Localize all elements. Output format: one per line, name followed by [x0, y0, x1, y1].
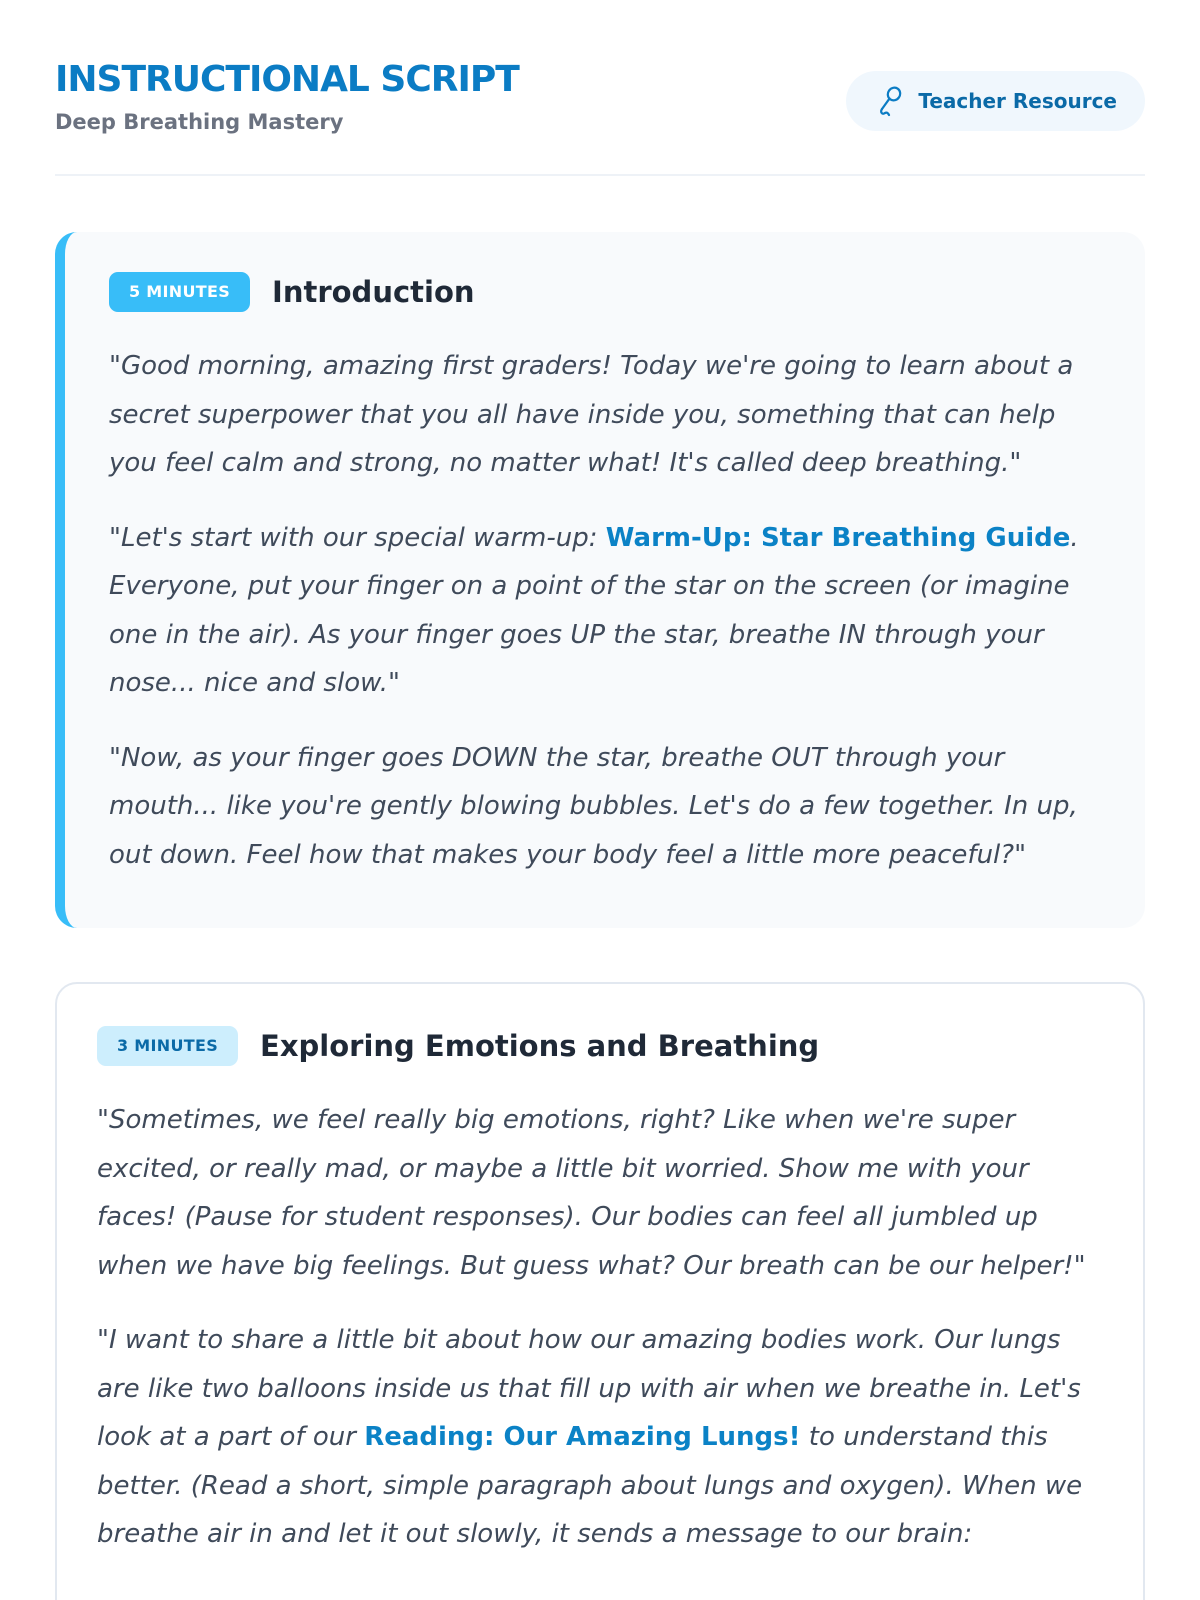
- duration-badge: 5 MINUTES: [109, 272, 250, 312]
- section-head: [97, 1026, 1103, 1066]
- star-breathing-guide-link[interactable]: Warm-Up: Star Breathing Guide: [605, 522, 1071, 553]
- teacher-resource-label: Teacher Resource: [918, 89, 1117, 113]
- duration-badge: 3 MINUTES: [97, 1026, 238, 1066]
- section-introduction: [55, 232, 1145, 928]
- script-paragraph: "Good morning, amazing first graders! Today we're going to learn about a secret superpower that you all have inside you, something that can help you feel calm and strong, no matter what! It's called deep breathing.": [109, 351, 1074, 478]
- page-subtitle: Deep Breathing Mastery: [55, 110, 344, 134]
- teacher-resource-button[interactable]: [846, 71, 1145, 131]
- script-paragraph: "Now, as your finger goes DOWN the star, breathe OUT through your mouth... like you're gently blowing bubbles. Let's do a few together. In up, out down. Feel how that makes your body feel a little more peaceful?": [109, 742, 1078, 870]
- script-paragraph: [109, 514, 1105, 708]
- section-title: Introduction: [272, 275, 475, 309]
- section-title: Exploring Emotions and Breathing: [260, 1029, 820, 1063]
- microphone-icon: [876, 85, 904, 117]
- paragraph-text: to understand this better. (Read a short, simple paragraph about lungs and oxygen). When we breathe air in and let it out slowly, it sends a message to our brain:: [97, 1422, 1083, 1549]
- paragraph-text: "Let's start with our special warm-up:: [109, 522, 606, 553]
- section-exploring-emotions: [55, 982, 1145, 1600]
- title-block: [55, 56, 519, 134]
- paragraph-text: "I want to share a little bit about how our amazing bodies work. Our lungs are like two balloons inside us that fill up with air when we breathe in. Let's look at a part of our: [97, 1325, 1081, 1452]
- section-head: [109, 272, 1105, 312]
- paragraph-text: . Everyone, put your finger on a point of the star on the screen (or imagine one in the air). As your finger goes UP the star, breathe IN through your nose... nice and slow.": [109, 522, 1079, 698]
- header: [55, 0, 1145, 176]
- page-title: INSTRUCTIONAL SCRIPT: [55, 59, 519, 100]
- reading-amazing-lungs-link[interactable]: Reading: Our Amazing Lungs!: [364, 1422, 801, 1452]
- script-paragraph: [97, 1316, 1103, 1559]
- script-paragraph: "Sometimes, we feel really big emotions, right? Like when we're super excited, or really mad, or maybe a little bit worried. Show me with your faces! (Pause for student responses). Our bodies can feel all jumbled up when we have big feelings. But guess what? Our breath can be our helper!": [97, 1105, 1086, 1281]
